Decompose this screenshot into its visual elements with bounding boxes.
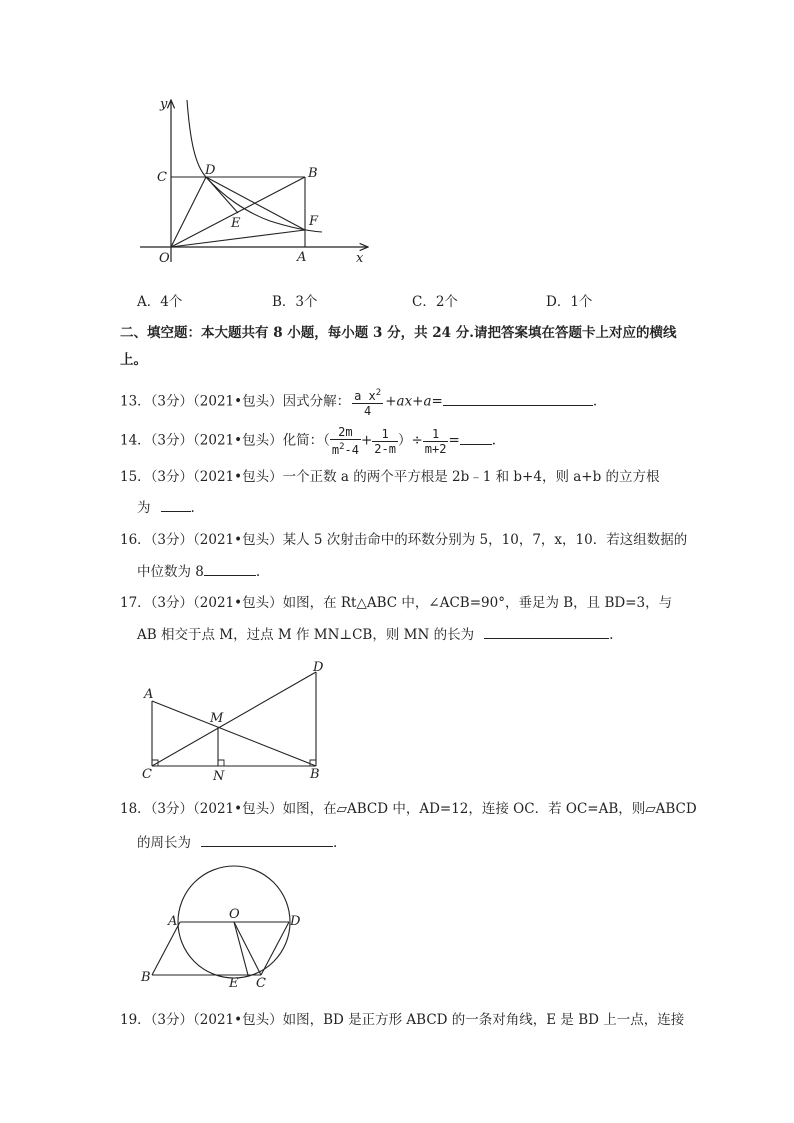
question-14: 14．（3分）（2021•包头）化简：（ $\frac{2m}{m^2-4}$ + $\frac{1}{2-m}$ ）÷ $\frac{1}{m+2}$ = .	[120, 425, 497, 457]
label-F: F	[309, 214, 319, 229]
label-E3: E	[229, 976, 239, 991]
label-N2: N	[213, 769, 225, 784]
question-15-line2: 为 .	[137, 497, 195, 518]
section-heading-line2: 上。	[120, 352, 147, 368]
option-d: D．1个	[546, 294, 593, 310]
question-19-line1: 19．（3分）（2021•包头）如图，BD 是正方形 ABCD 的一条对角线，E 是 BD 上一点，连接	[120, 1012, 685, 1028]
label-A3: A	[168, 914, 178, 929]
question-18-line2: 的周长为 .	[137, 832, 337, 853]
label-O: O	[159, 251, 170, 266]
option-a: A．4个	[137, 294, 183, 310]
question-15-line1: 15．（3分）（2021•包头）一个正数 a 的两个平方根是 2b﹣1 和 b+4，则 a+b 的立方根	[120, 469, 660, 485]
label-B: B	[308, 166, 318, 181]
label-E: E	[231, 216, 241, 231]
label-M2: M	[210, 711, 224, 726]
question-13: 13．（3分）（2021•包头）因式分解： $\frac{a x^2}{4}$ +ax+a= .	[120, 388, 598, 418]
label-x: x	[356, 251, 364, 266]
option-c: C．2个	[412, 294, 458, 310]
question-17-line2: AB 相交于点 M，过点 M 作 MN⊥CB，则 MN 的长为 .	[137, 624, 613, 645]
question-16-line2: 中位数为 8 .	[137, 561, 260, 582]
segment-OC	[234, 922, 261, 975]
section-heading-line1: 二、填空题：本大题共有 8 小题，每小题 3 分，共 24 分.请把答案填在答题卡上对应的横线	[120, 325, 677, 341]
label-A: A	[297, 250, 307, 265]
segment-DC	[261, 922, 289, 975]
option-b: B．3个	[272, 294, 318, 310]
label-D2: D	[313, 660, 324, 675]
label-y: y	[160, 97, 168, 112]
label-C2: C	[142, 767, 152, 782]
question-17-line1: 17．（3分）（2021•包头）如图，在 Rt△ABC 中，∠ACB=90°，垂足为 B，且 BD=3，与	[120, 595, 673, 611]
question-18-line1: 18．（3分）（2021•包头）如图，在▱ABCD 中，AD=12，连接 OC．若 OC=AB，则▱ABCD	[120, 801, 697, 817]
label-B3: B	[141, 970, 151, 985]
label-B2: B	[310, 767, 320, 782]
segment-OE	[234, 922, 248, 975]
label-D3: D	[290, 914, 301, 929]
label-C: C	[157, 170, 167, 185]
label-O3: O	[229, 907, 240, 922]
label-D: D	[205, 163, 216, 178]
label-A2: A	[144, 687, 154, 702]
question-16-line1: 16．（3分）（2021•包头）某人 5 次射击命中的环数分别为 5，10，7，x，10．若这组数据的	[120, 532, 688, 548]
segment-AB	[152, 922, 180, 975]
label-C3: C	[256, 976, 266, 991]
